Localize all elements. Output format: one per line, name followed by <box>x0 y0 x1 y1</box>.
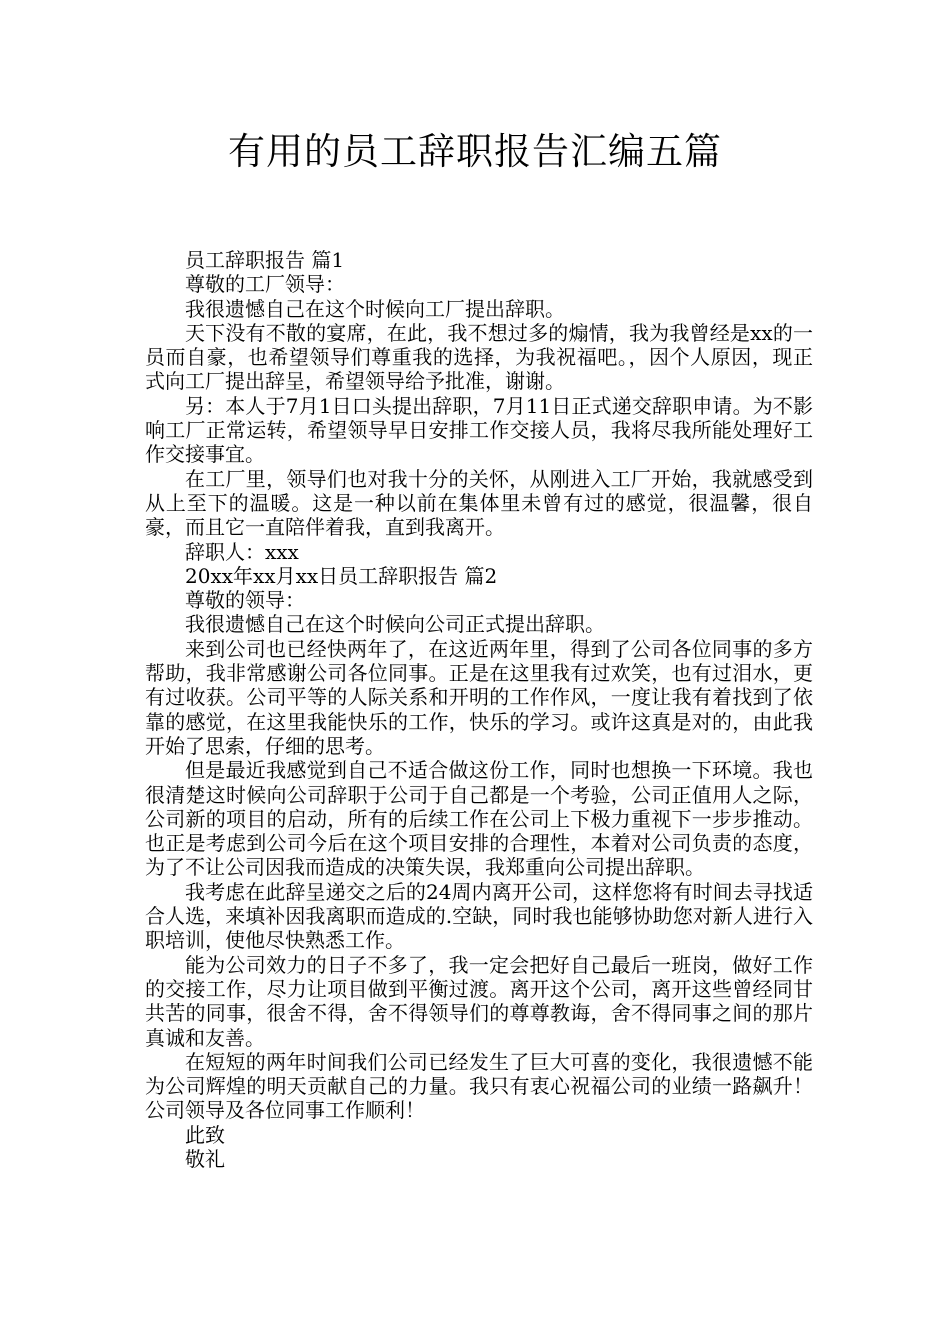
paragraph: 在工厂里，领导们也对我十分的关怀，从刚进入工厂开始，我就感受到从上至下的温暖。这是一种以前在集体里未曾有过的感觉，很温馨，很自豪，而且它一直陪伴着我，直到我离开。 <box>145 466 813 540</box>
paragraph: 敬礼 <box>185 1146 225 1171</box>
paragraph: 来到公司也已经快两年了，在这近两年里，得到了公司各位同事的多方帮助，我非常感谢公司各位同事。正是在这里我有过欢笑，也有过泪水，更有过收获。公司平等的人际关系和开明的工作作风，一度让我有着找到了依靠的感觉，在这里我能快乐的工作，快乐的学习。或许这真是对的，由此我开始了思索，仔细的思考。 <box>145 636 813 758</box>
document-body <box>145 248 813 1171</box>
paragraph: 尊敬的领导： <box>185 588 305 613</box>
paragraph: 天下没有不散的宴席，在此，我不想过多的煽情，我为我曾经是xx的一员而自豪，也希望领导们尊重我的选择，为我祝福吧。，因个人原因，现正式向工厂提出辞呈，希望领导给予批准，谢谢。 <box>145 320 813 394</box>
paragraph: 但是最近我感觉到自己不适合做这份工作，同时也想换一下环境。我也很清楚这时候向公司辞职于公司于自己都是一个考验，公司正值用人之际，公司新的项目的启动，所有的后续工作在公司上下极力重视下一步步推动。也正是考虑到公司今后在这个项目安排的合理性，本着对公司负责的态度，为了不让公司因我而造成的决策失误，我郑重向公司提出辞职。 <box>145 758 813 880</box>
paragraph: 我很遗憾自己在这个时候向公司正式提出辞职。 <box>185 612 605 637</box>
paragraph: 辞职人：xxx <box>185 539 299 564</box>
paragraph: 20xx年xx月xx日员工辞职报告 篇2 <box>185 563 498 588</box>
paragraph: 我很遗憾自己在这个时候向工厂提出辞职。 <box>185 296 565 321</box>
paragraph: 此致 <box>185 1122 225 1147</box>
paragraph: 我考虑在此辞呈递交之后的24周内离开公司，这样您将有时间去寻找适合人选，来填补因我离职而造成的.空缺，同时我也能够协助您对新人进行入职培训，使他尽快熟悉工作。 <box>145 879 813 953</box>
paragraph: 另：本人于7月1日口头提出辞职，7月11日正式递交辞职申请。为不影响工厂正常运转，希望领导早日安排工作交接人员，我将尽我所能处理好工作交接事宜。 <box>145 393 813 467</box>
paragraph: 员工辞职报告 篇1 <box>185 248 345 272</box>
paragraph: 尊敬的工厂领导： <box>185 272 345 297</box>
document-title: 有用的员工辞职报告汇编五篇 <box>228 130 722 173</box>
paragraph: 在短短的两年时间我们公司已经发生了巨大可喜的变化，我很遗憾不能为公司辉煌的明天贡献自己的力量。我只有衷心祝福公司的业绩一路飙升！公司领导及各位同事工作顺利！ <box>145 1049 813 1123</box>
paragraph: 能为公司效力的日子不多了，我一定会把好自己最后一班岗，做好工作的交接工作，尽力让项目做到平衡过渡。离开这个公司，离开这些曾经同甘共苦的同事，很舍不得，舍不得领导们的尊尊教诲，舍不得同事之间的那片真诚和友善。 <box>145 952 813 1050</box>
